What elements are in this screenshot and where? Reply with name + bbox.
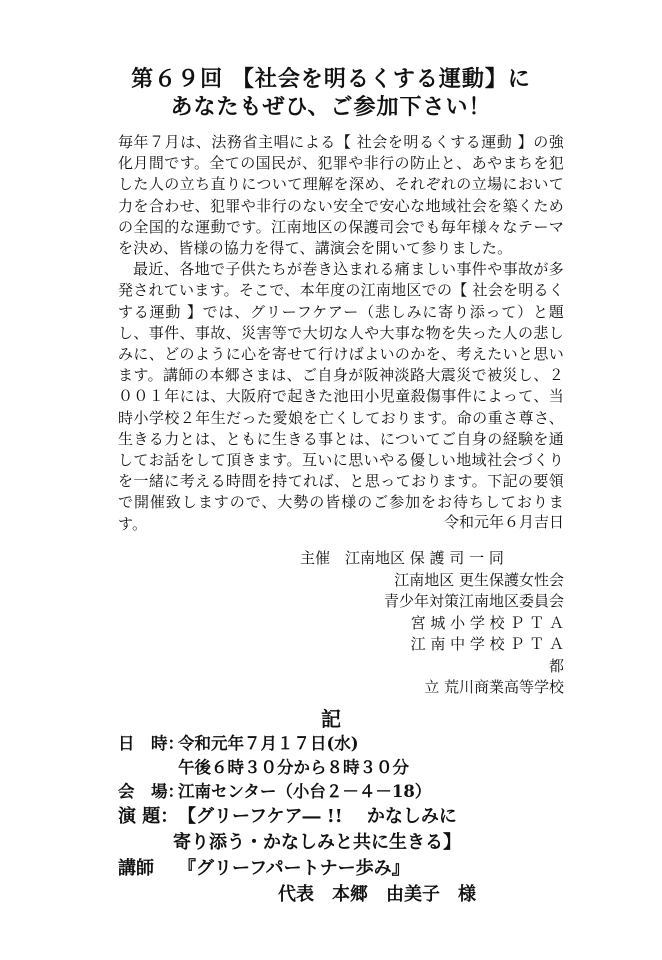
topic-label: 演 題： — [118, 806, 179, 827]
datetime-time: 午後６時３０分から８時３０分 — [178, 758, 409, 777]
organizer-host: 主催 江南地区 保 護 司 一 同 — [300, 549, 504, 567]
lecturer-org: 『グリーフパートナー歩み』 — [178, 858, 410, 879]
title-line-1: 第６９回 【社会を明るくする運動】に — [131, 66, 531, 92]
notice-heading: 記 — [321, 707, 341, 731]
datetime-row — [118, 732, 578, 756]
title-line-2: あなたもぜひ、ご参加下さい！ — [170, 94, 492, 120]
organizer: 青少年対策江南地区委員会 — [383, 592, 564, 610]
venue-label: 会 場： — [118, 782, 184, 801]
lecturer-label: 講師 — [118, 858, 154, 879]
topic-row — [118, 804, 578, 830]
topic-line-2: 寄り添う・かなしみと共に生きる】 — [173, 832, 461, 853]
organizer: 都 — [548, 656, 564, 675]
paragraph-1: 毎年７月は、法務省主唱による【 社会を明るくする運動 】の強化月間です。全ての国民が、犯罪や非行の防止と、あやまちを犯した人の立ち直りについて理解を深め、それぞれの立場において力を合わせ、犯罪や非行のない安全で安心な地域社会を築くための全国的な運動です。江南地区の保護司会でも毎年様々なテーマを決め、皆様の協力を得て、講演会を開いて参りました。 — [118, 133, 564, 258]
issue-date: 令和元年６月吉日 — [443, 513, 564, 531]
event-details — [118, 732, 578, 908]
venue-row — [118, 780, 578, 804]
datetime-label: 日 時： — [118, 734, 184, 753]
lecturer-name: 代表 本郷 由美子 様 — [278, 884, 476, 905]
lecturer-name-row — [118, 882, 578, 908]
body-text — [118, 132, 564, 535]
lecturer-row — [118, 856, 578, 882]
paragraph-2: 最近、各地で子供たちが巻き込まれる痛ましい事件や事故が多発されています。そこで、本年度の江南地区での【 社会を明るくする運動 】では、グリーフケアー（悲しみに寄り添って）と題し、事件、事故、災害等で大切な人や大事な物を失った人の悲しみに、どのように心を寄せて行けばよいのかを、考えたいと思います。講師の本郷さまは、ご自身が阪神淡路大震災で被災し、２００１年には、大阪府で起きた池田小児童殺傷事件によって、当時小学校２年生だった愛娘を亡くしております。命の重さ尊さ、生きる力とは、ともに生きる事とは、についてご自身の経験を通してお話をして頂きます。互いに思いやる優しい地域社会づくりを一緒に考える時間を持てれば、と思っております。下記の要領で開催致しますので、大勢の皆様のご参加をお待ちしております。 — [118, 260, 564, 533]
organizer: 江 南 中 学 校 Ｐ Ｔ Ａ — [410, 635, 564, 653]
organizer: 宮 城 小 学 校 Ｐ Ｔ Ａ — [410, 613, 564, 632]
datetime-time-row — [118, 756, 578, 780]
datetime-date: 令和元年７月１７日(水) — [178, 734, 359, 753]
venue-value: 江南センター（小台２－４－18） — [178, 782, 432, 801]
topic-line-1: 【グリーフケア― !! かなしみに — [178, 806, 457, 827]
organizer: 江南地区 更生保護女性会 — [394, 570, 564, 589]
organizers-list — [300, 548, 564, 699]
organizer: 立 荒川商業高等学校 — [424, 678, 564, 696]
topic-row-2 — [118, 830, 578, 856]
